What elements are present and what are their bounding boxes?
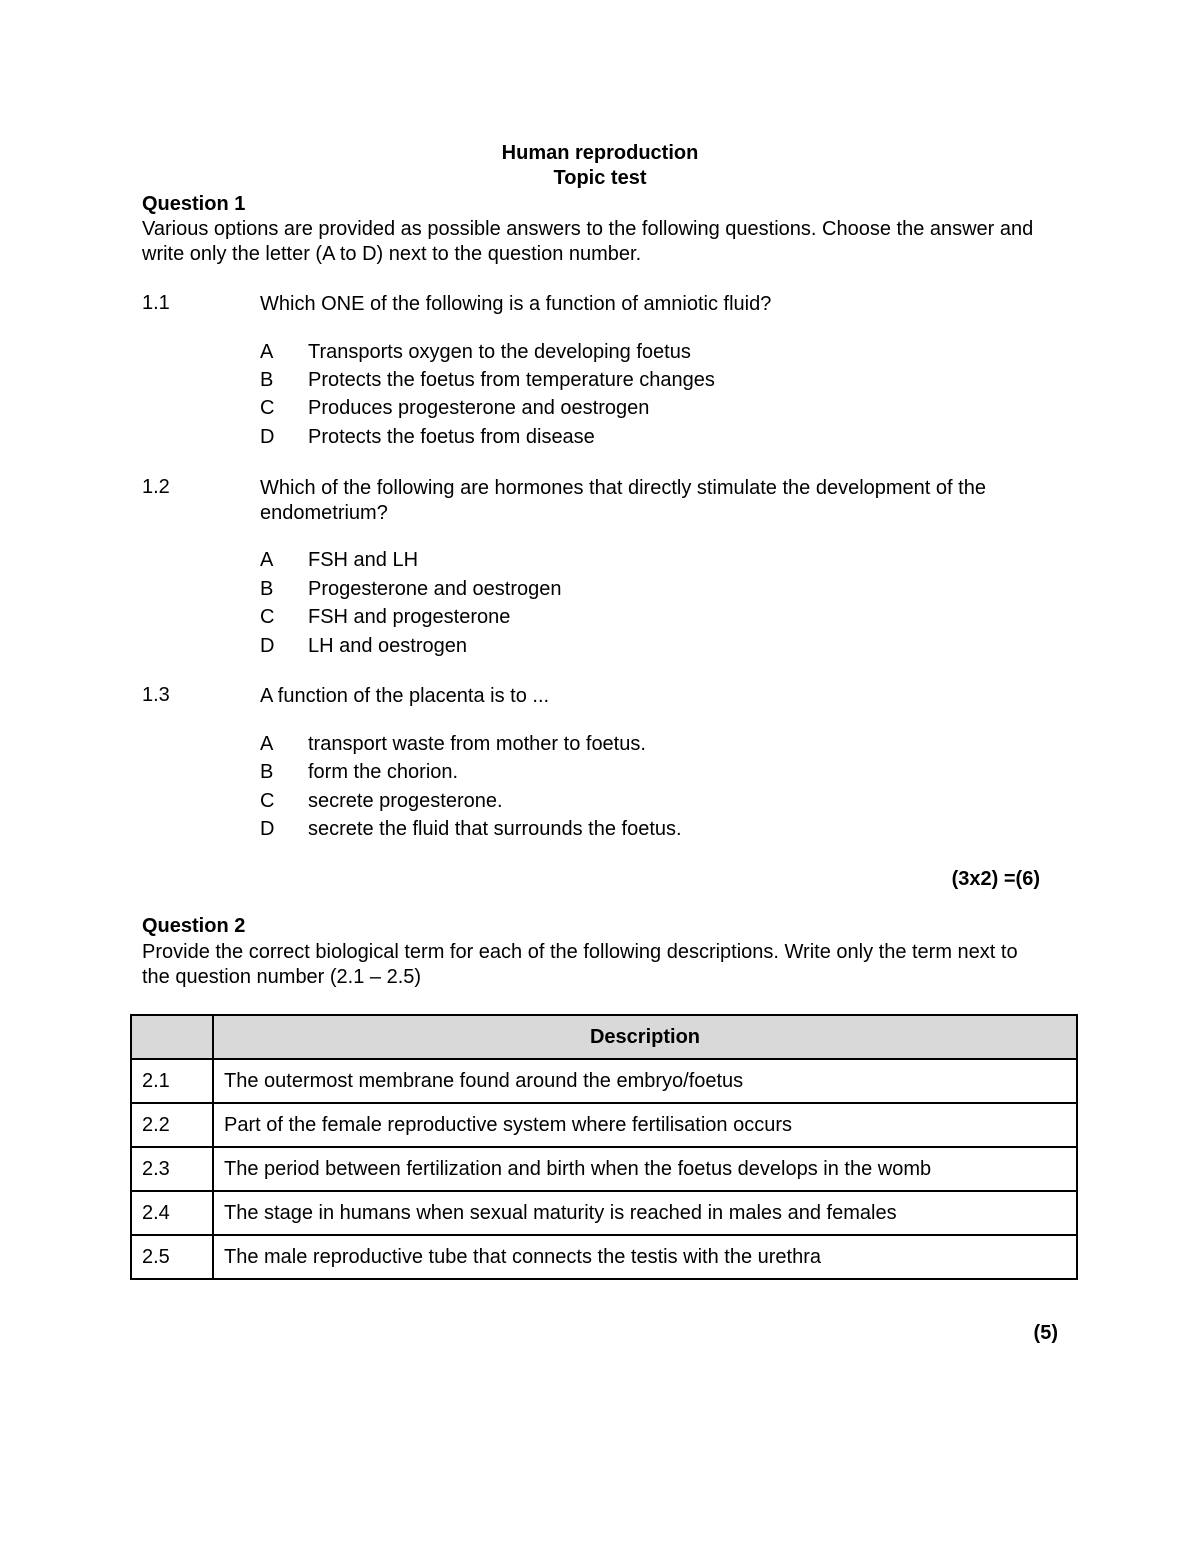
option-text: FSH and LH [308, 549, 419, 571]
option-letter: C [260, 790, 275, 812]
question-1-marks: (3x2) =(6) [951, 868, 1040, 890]
option-letter: A [260, 733, 274, 755]
answer-option [260, 635, 467, 663]
option-letter: C [260, 606, 275, 628]
option-text: Progesterone and oestrogen [308, 578, 562, 600]
table-header-description: Description [213, 1015, 1077, 1059]
answer-option [260, 426, 595, 454]
option-text: Protects the foetus from disease [308, 426, 595, 448]
option-text: secrete the fluid that surrounds the foetus. [308, 818, 682, 840]
answer-option [260, 397, 649, 425]
row-number: 2.1 [131, 1059, 213, 1103]
question-number: 1.1 [142, 292, 170, 314]
option-text: Produces progesterone and oestrogen [308, 397, 650, 419]
option-letter: B [260, 369, 274, 391]
terms-table [130, 1014, 1078, 1280]
row-description: Part of the female reproductive system where fertilisation occurs [213, 1103, 1077, 1147]
row-number: 2.2 [131, 1103, 213, 1147]
answer-option [260, 761, 458, 789]
question-2-heading: Question 2 [142, 915, 246, 937]
table-row [131, 1059, 1077, 1103]
row-number: 2.4 [131, 1191, 213, 1235]
row-number: 2.5 [131, 1235, 213, 1279]
option-text: Protects the foetus from temperature changes [308, 369, 715, 391]
answer-option [260, 341, 691, 369]
table-row [131, 1235, 1077, 1279]
question-number: 1.3 [142, 684, 170, 706]
answer-option [260, 578, 562, 606]
question-1-heading: Question 1 [142, 193, 246, 215]
option-letter: D [260, 818, 275, 840]
row-description: The period between fertilization and birth when the foetus develops in the womb [213, 1147, 1077, 1191]
question-number: 1.2 [142, 476, 170, 498]
question-1-instructions: Various options are provided as possible answers to the following questions. Choose the answer and write only the letter (A to D) next to the question number. [142, 218, 1034, 265]
option-text: LH and oestrogen [308, 635, 468, 657]
option-letter: B [260, 761, 274, 783]
option-text: FSH and progesterone [308, 606, 511, 628]
question-text: Which of the following are hormones that directly stimulate the development of the endometrium? [260, 477, 986, 524]
question-2-marks: (5) [1033, 1322, 1058, 1344]
row-number: 2.3 [131, 1147, 213, 1191]
answer-option [260, 818, 682, 846]
answer-option [260, 606, 510, 634]
answer-option [260, 369, 715, 397]
document-subtitle: Topic test [553, 167, 647, 189]
row-description: The male reproductive tube that connects the testis with the urethra [213, 1235, 1077, 1279]
option-letter: B [260, 578, 274, 600]
option-letter: A [260, 341, 274, 363]
question-2-instructions: Provide the correct biological term for each of the following descriptions. Write only the term next to the question number (2.1 – 2.5) [142, 941, 1018, 988]
document-title: Human reproduction [501, 142, 699, 164]
table-header-number [131, 1015, 213, 1059]
option-text: transport waste from mother to foetus. [308, 733, 646, 755]
question-text: Which ONE of the following is a function of amniotic fluid? [260, 293, 772, 315]
option-letter: A [260, 549, 274, 571]
answer-option [260, 790, 503, 818]
option-letter: D [260, 635, 275, 657]
option-text: secrete progesterone. [308, 790, 503, 812]
table-row [131, 1103, 1077, 1147]
option-letter: D [260, 426, 275, 448]
table-row [131, 1191, 1077, 1235]
row-description: The outermost membrane found around the embryo/foetus [213, 1059, 1077, 1103]
option-text: Transports oxygen to the developing foetus [308, 341, 691, 363]
table-row [131, 1147, 1077, 1191]
question-text: A function of the placenta is to ... [260, 685, 550, 707]
answer-option [260, 733, 646, 761]
row-description: The stage in humans when sexual maturity is reached in males and females [213, 1191, 1077, 1235]
table-header-row [131, 1015, 1077, 1059]
option-text: form the chorion. [308, 761, 459, 783]
option-letter: C [260, 397, 275, 419]
answer-option [260, 549, 418, 577]
